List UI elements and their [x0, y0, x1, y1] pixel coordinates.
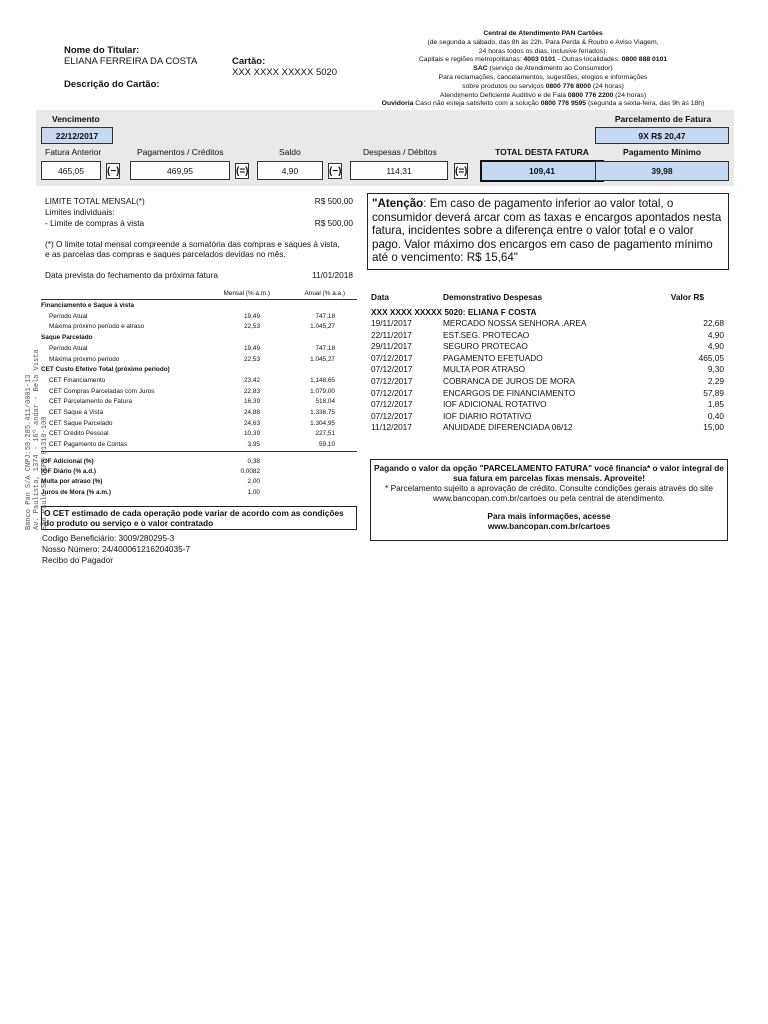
statement-row-date: 07/12/2017	[371, 376, 413, 386]
statement-col-date: Data	[371, 292, 389, 302]
installment-label: Parcelamento de Fatura	[614, 114, 712, 124]
card-description-label: Descrição do Cartão:	[64, 79, 160, 90]
bank-line-2: Av. Paulista, 1374 - 16º andar - Bela Vista	[33, 349, 41, 530]
statement-row-date: 19/11/2017	[371, 318, 412, 328]
statement-row-value: 4,90	[707, 329, 724, 340]
statement-row-date: 07/12/2017	[371, 387, 413, 398]
statement-row	[370, 411, 728, 422]
statement-row-desc: SEGURO PROTECAO	[443, 341, 528, 352]
statement-row-desc: MERCADO NOSSA SENHORA .AREA	[443, 318, 587, 328]
fee-label: Juros de Mora (% a.m.)	[41, 488, 111, 496]
payments-label: Pagamentos / Créditos	[137, 147, 224, 157]
cet-row	[41, 322, 357, 331]
fee-value: 2,00	[247, 478, 260, 486]
cet-row-label: CET Custo Efetivo Total (próximo período)	[41, 366, 170, 374]
contact-hours-2: 24 horas todos os dias, inclusive feriados).	[478, 47, 608, 55]
payer-receipt-label: Recibo do Pagador	[42, 555, 114, 565]
card-number: XXX XXXX XXXXX 5020	[232, 67, 338, 78]
attention-text: : Em caso de pagamento inferior ao valor total, o consumidor deverá arcar com as taxas e encargos apontados nesta fatura, incidentes sobre a diferença entre o valor total e o valor pago. Valor máximo dos encargos em caso de pagamento mínimo até o vencimento: R$ 15,64"	[372, 197, 722, 265]
cet-row	[41, 355, 357, 364]
cet-row-annual: 1.304,95	[310, 419, 335, 427]
statement-row-value: 2,29	[707, 376, 724, 386]
contact-info	[358, 30, 728, 109]
beneficiary-code: Codigo Beneficiário: 3009/280295-3	[42, 533, 175, 543]
statement-row-value: 57,89	[703, 387, 724, 398]
statement-row	[370, 318, 728, 329]
statement-row	[370, 422, 728, 433]
cet-row-monthly: 22,53	[244, 355, 260, 363]
our-number: Nosso Número: 24/400061216204035-7	[42, 544, 191, 554]
bank-address-vertical	[25, 349, 49, 530]
cet-row	[41, 408, 357, 417]
cet-row	[41, 419, 357, 428]
cet-note: O CET estimado de cada operação pode variar de acordo com as condições do produto ou serviço e o valor contratado	[41, 506, 357, 530]
cet-row-annual: 1.338,75	[310, 409, 335, 416]
cet-row-monthly: 23,42	[244, 376, 260, 384]
cet-row	[41, 312, 357, 321]
installment-value: 9X R$ 20,47	[595, 127, 729, 144]
contact-sac-desc: Para reclamações, cancelamentos, sugestões, elogios e informações	[438, 73, 648, 81]
fee-value: 1,00	[247, 488, 260, 496]
statement-row-desc: IOF DIARIO ROTATIVO	[443, 410, 532, 421]
cet-row-monthly: 22,83	[244, 387, 260, 395]
statement-row-value: 4,90	[707, 341, 724, 352]
statement-row-desc: MULTA POR ATRASO	[443, 364, 526, 375]
card-label: Cartão:	[232, 56, 266, 67]
cet-row-monthly: 3,95	[247, 441, 260, 449]
cet-row-monthly: 19,49	[244, 312, 260, 320]
contact-deaf: Atendimento Deficiente Auditivo e de Fala 0800 776 2200 (24 horas)	[439, 91, 647, 99]
equals-operator-2: (=)	[454, 163, 468, 179]
statement-row-date: 22/11/2017	[371, 329, 412, 340]
attention-title: "Atenção	[372, 197, 424, 210]
cet-row-monthly: 10,39	[244, 430, 260, 438]
fee-label: IOF Adicional (%)	[41, 458, 94, 465]
fee-value: 0,38	[247, 458, 260, 465]
cet-col-annual: Anual (% a.a.)	[304, 290, 345, 297]
fee-row	[41, 488, 357, 497]
statement-row-desc: COBRANCA DE JUROS DE MORA	[443, 376, 575, 386]
previous-invoice-label: Fatura Anterior	[45, 147, 102, 157]
limit-total-value: R$ 500,00	[314, 196, 353, 206]
due-date: 22/12/2017	[41, 127, 113, 144]
expenses-value: 114,31	[350, 161, 448, 180]
cet-row	[41, 440, 357, 449]
cet-row-label: Financiamento e Saque à vista	[41, 302, 135, 309]
cet-row-label: Máxima próximo período	[49, 355, 120, 363]
promo-text: Pagando o valor da opção "PARCELAMENTO FATURA" você financia* o valor integral de sua fatura em parcelas fixas mensais. Aproveite!	[374, 463, 724, 483]
cet-row-monthly: 24,88	[244, 409, 260, 416]
statement-row-desc: ENCARGOS DE FINANCIAMENTO	[443, 387, 576, 398]
cet-row-label: Máxima próximo período e atraso	[49, 323, 145, 331]
statement-row-date: 07/12/2017	[371, 399, 413, 410]
cet-row-annual: 747,18	[315, 344, 335, 352]
cet-row-label: CET Pagamento de Contas	[49, 441, 128, 449]
closing-date-value: 11/01/2018	[312, 270, 353, 280]
statement-col-desc: Demonstrativo Despesas	[443, 292, 543, 302]
statement-row-date: 07/12/2017	[371, 364, 413, 375]
cet-row	[41, 333, 357, 342]
minimum-payment-value: 39,98	[595, 161, 729, 181]
payments-value: 469,95	[130, 161, 230, 180]
cet-col-monthly: Mensal (% a.m.)	[223, 290, 270, 297]
statement-row	[370, 341, 728, 352]
statement-row-value: 9,30	[707, 364, 724, 375]
statement-row	[370, 353, 728, 364]
statement-card-line: XXX XXXX XXXXX 5020: ELIANA F COSTA	[371, 307, 537, 317]
cet-row-label: Período Atual	[49, 344, 88, 352]
statement-row-desc: PAGAMENTO EFETUADO	[443, 352, 543, 363]
cet-row-label: CET Financiamento	[49, 376, 106, 384]
limit-total-label: LIMITE TOTAL MENSAL(*)	[45, 196, 145, 206]
statement-row	[370, 364, 728, 375]
cet-row	[41, 365, 357, 374]
statement-col-value: Valor R$	[670, 292, 704, 302]
statement-header	[370, 292, 728, 303]
statement-row-date: 29/11/2017	[371, 341, 412, 352]
statement-row-value: 0,40	[707, 410, 724, 421]
cet-header	[41, 289, 357, 298]
cet-row-annual: 1.045,27	[310, 323, 335, 331]
fee-label: Multa por atraso (%)	[41, 478, 103, 486]
contact-ombudsman: Ouvidoria Caso não esteja satisfeito com a solução 0800 776 9595 (segunda a sexta-feira, das 9h às 18h)	[381, 100, 705, 108]
minus-operator: (−)	[106, 163, 120, 179]
cet-row-label: Período Atual	[49, 312, 88, 320]
statement-row-date: 11/12/2017	[371, 422, 412, 433]
statement-row-desc: EST.SEG. PROTECAO	[443, 329, 530, 340]
balance-label: Saldo	[279, 147, 301, 157]
cet-row-label: Saque Parcelado	[41, 334, 93, 342]
fee-label: IOF Diário (% a.d.)	[41, 468, 97, 476]
statement-row	[370, 388, 728, 399]
cet-row	[41, 387, 357, 396]
promo-box	[370, 459, 728, 541]
cet-row-annual: 59,10	[319, 441, 335, 449]
cet-row-annual: 227,51	[315, 430, 335, 438]
fee-row	[41, 467, 357, 476]
due-label: Vencimento	[52, 114, 100, 124]
statement-row	[370, 376, 728, 387]
limit-note-2: e as parcelas das compras e saques parcelados devidas no mês.	[45, 249, 286, 259]
balance-value: 4,90	[257, 161, 323, 180]
cet-divider-2	[41, 451, 357, 452]
statement-row-value: 465,05	[698, 352, 724, 363]
holder-name-label: Nome do Titular:	[64, 45, 140, 56]
promo-note: * Parcelamento sujeito a aprovação de crédito. Consulte condições gerais através do site www.bancopan.com.br/cartoes ou pela central de atendimento.	[385, 483, 713, 503]
statement-row-date: 07/12/2017	[371, 410, 413, 421]
cet-row-label: CET Parcelamento de Fatura	[49, 398, 133, 406]
closing-date-label: Data prevista do fechamento da próxima fatura	[45, 270, 218, 280]
attention-box	[367, 193, 729, 270]
cet-row	[41, 376, 357, 385]
contact-sac-phone: sobre produtos ou serviços 0800 776 8000 (24 horas)	[462, 82, 624, 90]
limit-note-1: (*) O limite total mensal compreende a somatória das compras e saques à vista,	[45, 239, 340, 249]
limit-cash-value: R$ 500,00	[314, 218, 353, 228]
contact-hours: (de segunda a sábado, das 8h às 22h. Para Perda & Roubo e Aviso Viagem,	[427, 38, 659, 46]
contact-sac: SAC (serviço de Atendimento ao Consumidor)	[473, 65, 613, 73]
fee-row	[41, 457, 357, 466]
bank-line-3: São Paulo-SP CEP: 01310-100	[41, 416, 49, 530]
fee-row	[41, 477, 357, 486]
limit-cash-label: - Limite de compras à vista	[45, 218, 145, 228]
cet-row-label: CET Crédito Pessoal	[49, 430, 109, 438]
cet-row	[41, 301, 357, 310]
contact-phones: Capitais e regiões metropolitanas: 4003 0101 - Outras localidades: 0800 888 0101	[418, 56, 668, 64]
cet-row-label: CET Compras Parceladas com Juros	[49, 387, 155, 395]
cet-row	[41, 397, 357, 406]
cet-row-annual: 747,18	[315, 312, 335, 320]
cet-row	[41, 344, 357, 353]
statement-row	[370, 399, 728, 410]
cet-row-label: CET Saque à Vista	[49, 409, 104, 416]
statement-row-desc: ANUIDADE DIFERENCIADA 06/12	[443, 422, 573, 433]
bank-line-1: Banco Pan S/A CNPJ:59.285.411/0001-13	[25, 374, 33, 530]
contact-title: Central de Atendimento PAN Cartões	[483, 30, 603, 37]
cet-row-label: CET Saque Parcelado	[49, 419, 113, 427]
total-value: 109,41	[480, 160, 604, 182]
cet-row-annual: 1.079,00	[310, 387, 335, 395]
equals-operator: (=)	[235, 163, 249, 179]
promo-more-info: Para mais informações, acesse	[487, 511, 611, 521]
statement-row-value: 15,00	[703, 422, 724, 433]
cet-row-annual: 1.148,65	[310, 376, 335, 384]
holder-name: ELIANA FERREIRA DA COSTA	[64, 56, 198, 67]
previous-invoice-value: 465,05	[41, 161, 101, 180]
statement-row	[370, 330, 728, 341]
statement-row-desc: IOF ADICIONAL ROTATIVO	[443, 399, 547, 410]
cet-divider	[41, 299, 357, 300]
cet-row-monthly: 24,63	[244, 419, 260, 427]
statement-row-value: 22,68	[703, 318, 724, 328]
minus-operator-2: (−)	[328, 163, 342, 179]
cet-row-monthly: 16,39	[244, 398, 260, 406]
statement-row-value: 1,85	[707, 399, 724, 410]
statement-row-date: 07/12/2017	[371, 352, 413, 363]
limit-individual-label: Limites individuais:	[45, 207, 115, 217]
cet-row-monthly: 22,53	[244, 323, 260, 331]
cet-row-monthly: 19,49	[244, 344, 260, 352]
expenses-label: Despesas / Débitos	[363, 147, 437, 157]
promo-website: www.bancopan.com.br/cartoes	[487, 521, 611, 531]
cet-row-annual: 518,04	[315, 398, 335, 406]
fee-value: 0,0082	[240, 468, 260, 476]
cet-row-annual: 1.045,27	[310, 355, 335, 363]
total-label: TOTAL DESTA FATURA	[495, 147, 589, 157]
cet-row	[41, 429, 357, 438]
minimum-payment-label: Pagamento Mínimo	[623, 147, 701, 157]
